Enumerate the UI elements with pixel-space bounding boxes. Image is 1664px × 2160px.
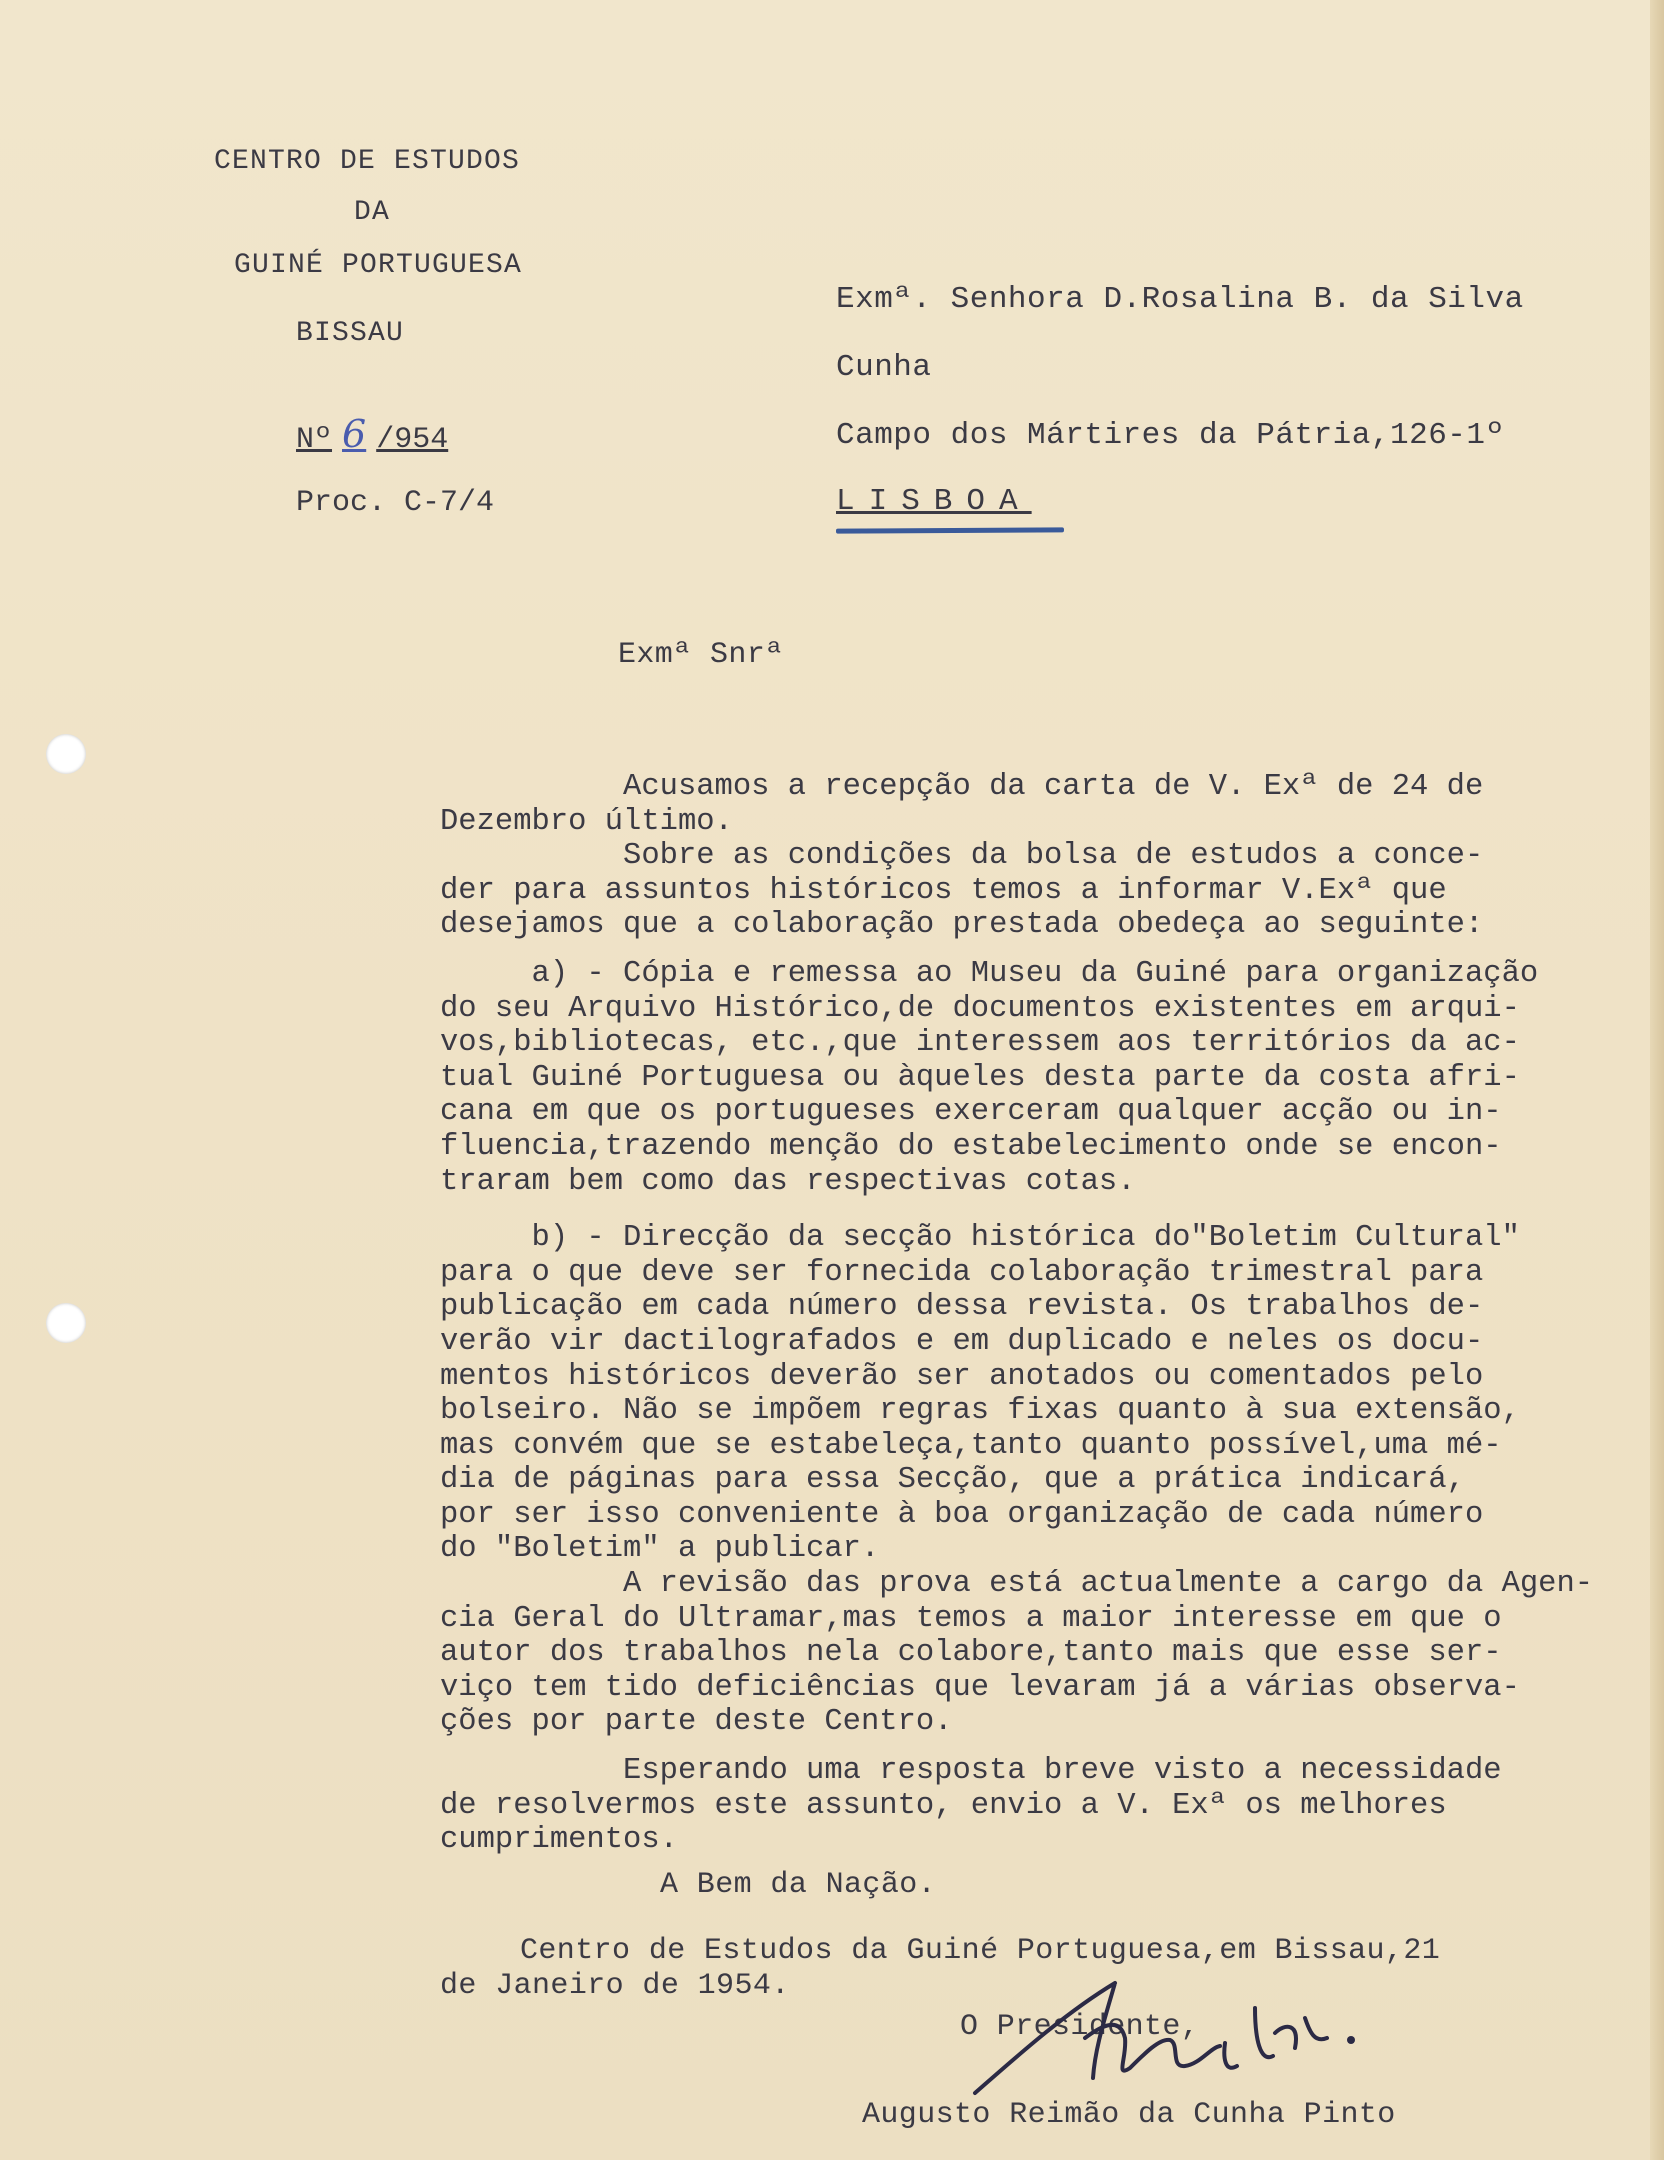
reference-suffix: /954 <box>376 423 449 457</box>
city-underline-stroke <box>836 527 1064 533</box>
list-item-b: b) - Direcção da secção histórica do"Boletim Cultural" para o que deve ser fornecida colaboração trimestral para publicação em cada número dessa revista. Os trabalhos de- verão vir dactilografados e em duplicado e neles os docu- mentos históricos deverão ser anotados ou comentados pelo bolseiro. Não se impõem regras fixas quanto à sua extensão, mas convém que se estabeleça,tanto quanto possível,uma mé- dia de páginas para essa Secção, que a prática indicará, por ser isso conveniente à boa organização de cada número do "Boletim" a publicar. <box>440 1221 1520 1567</box>
recipient-city: LISBOA <box>836 484 1032 519</box>
closing-place-date-line-1: Centro de Estudos da Guiné Portuguesa,em Bissau,21 <box>520 1934 1441 1968</box>
closing-place-date-line-2: de Janeiro de 1954. <box>440 1969 790 2003</box>
reference-handwritten-number: 6 <box>342 412 367 456</box>
paragraph-acknowledgement: Acusamos a recepção da carta de V. Exª de 24 de Dezembro último. <box>440 770 1484 839</box>
punch-hole-top <box>46 734 86 774</box>
paragraph-revision: A revisão das prova está actualmente a cargo da Agen- cia Geral do Ultramar,mas temos a maior interesse em que o autor dos trabalhos nela colabore,tanto mais que esse ser- viço tem tido deficiências que levaram já a várias observa- ções por parte deste Centro. <box>440 1567 1594 1740</box>
recipient-line-2: Cunha <box>836 350 932 385</box>
reference-prefix: Nº <box>296 423 333 457</box>
recipient-line-1: Exmª. Senhora D.Rosalina B. da Silva <box>836 282 1524 317</box>
sender-line-1: CENTRO DE ESTUDOS <box>214 146 521 177</box>
salutation: Exmª Snrª <box>618 638 784 672</box>
signatory-role: O Presidente, <box>960 2010 1200 2044</box>
punch-hole-bottom <box>46 1303 86 1343</box>
paper-edge <box>1650 0 1664 2160</box>
handwritten-signature <box>955 1978 1385 2108</box>
process-number: Proc. C-7/4 <box>296 486 495 520</box>
recipient-line-3: Campo dos Mártires da Pátria,126-1º <box>836 418 1505 453</box>
reference-number <box>296 412 448 457</box>
list-item-a: a) - Cópia e remessa ao Museu da Guiné para organização do seu Arquivo Histórico,de documentos existentes em arqui- vos,bibliotecas, etc.,que interessem aos territórios da ac- tual Guiné Portuguesa ou àqueles desta parte da costa afri- cana em que os portugueses exerceram qualquer acção ou in- fluencia,trazendo menção do estabelecimento onde se encon- traram bem como das respectivas cotas. <box>440 956 1539 1199</box>
paragraph-closing-request: Esperando uma resposta breve visto a necessidade de resolvermos este assunto, envio a V. Exª os melhores cumprimentos. <box>440 1754 1502 1858</box>
paragraph-conditions: Sobre as condições da bolsa de estudos a conce- der para assuntos históricos temos a informar V.Exª que desejamos que a colaboração prestada obedeça ao seguinte: <box>440 839 1484 943</box>
closing-motto: A Bem da Nação. <box>660 1868 937 1902</box>
letter-body <box>440 770 1630 1858</box>
sender-line-3: GUINÉ PORTUGUESA <box>234 250 523 281</box>
sender-line-2: DA <box>354 197 391 228</box>
sender-line-4: BISSAU <box>296 318 405 349</box>
signatory-name: Augusto Reimão da Cunha Pinto <box>862 2098 1396 2132</box>
